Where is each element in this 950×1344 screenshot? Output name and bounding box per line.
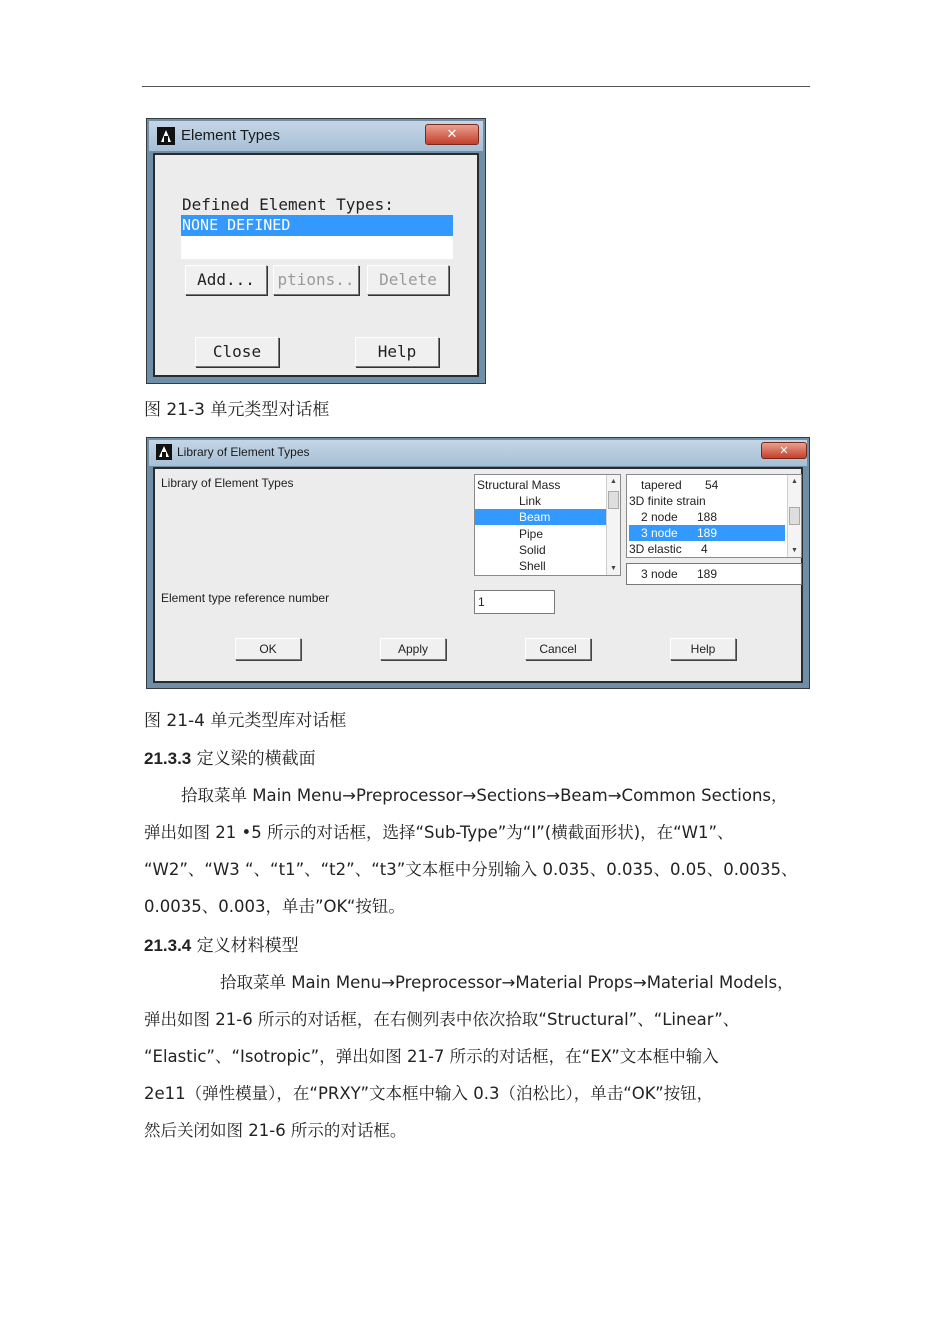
list-item-number: 54 [705, 478, 719, 492]
cancel-button[interactable]: Cancel [525, 638, 591, 660]
vertical-scrollbar[interactable] [606, 475, 620, 575]
paragraph-line: “Elastic”、“Isotropic”，弹出如图 21-7 所示的对话框，在“EX”文本框中输入 [144, 1047, 719, 1066]
paragraph-line: 弹出如图 21-6 所示的对话框，在右侧列表中依次拾取“Structural”、“Linear”、 [144, 1010, 740, 1029]
scroll-down-icon[interactable]: ▼ [791, 547, 798, 554]
header-rule [142, 86, 810, 87]
apply-button[interactable]: Apply [380, 638, 446, 660]
element-type-list[interactable] [626, 474, 802, 558]
ansys-logo-icon [157, 127, 175, 145]
selected-type-number: 189 [697, 567, 718, 581]
add-button[interactable]: Add... [185, 265, 267, 295]
scroll-up-icon[interactable]: ▲ [610, 478, 617, 485]
section-heading [144, 744, 316, 769]
list-item[interactable]: Link [519, 494, 542, 508]
ansys-logo-icon [156, 444, 172, 460]
list-item[interactable]: Pipe [519, 527, 544, 541]
paragraph-line: 0.0035、0.003，单击”OK“按钮。 [144, 897, 405, 916]
section-number: 21.3.3 [144, 749, 192, 768]
defined-types-label: Defined Element Types: [182, 195, 394, 214]
delete-button[interactable]: Delete [367, 265, 449, 295]
paragraph-line: 2e11（弹性模量），在“PRXY”文本框中输入 0.3（泊松比），单击“OK”按钮， [144, 1084, 714, 1103]
scroll-up-icon[interactable]: ▲ [791, 478, 798, 485]
scroll-down-icon[interactable]: ▼ [610, 565, 617, 572]
category-list[interactable] [474, 474, 621, 576]
list-item-selected[interactable]: Beam [475, 509, 606, 525]
figure-caption: 图 21-4 单元类型库对话框 [144, 711, 347, 731]
list-item[interactable]: Shell [519, 559, 546, 573]
section-title: 定义梁的横截面 [191, 749, 316, 769]
list-item-name: 3 node [641, 526, 678, 540]
paragraph-line: 弹出如图 21 •5 所示的对话框，选择“Sub-Type”为“I”(横截面形状)，在“W1”、 [144, 823, 734, 842]
defined-types-list[interactable] [181, 215, 453, 259]
title-bar[interactable] [149, 121, 483, 151]
list-item[interactable] [629, 493, 785, 509]
selected-type-field[interactable] [626, 563, 802, 585]
list-item[interactable]: NONE DEFINED [181, 215, 453, 236]
list-item-name: 3D finite strain [629, 494, 706, 508]
options-button[interactable]: ptions.. [273, 265, 359, 295]
reference-number-label: Element type reference number [161, 591, 330, 605]
list-item-name: 3D elastic [629, 542, 682, 556]
list-item[interactable]: Structural Mass [477, 478, 561, 492]
list-item[interactable] [629, 509, 785, 525]
dialog-body [153, 467, 803, 683]
section-title: 定义材料模型 [191, 936, 299, 956]
ok-button[interactable]: OK [235, 638, 301, 660]
section-heading [144, 931, 299, 956]
dialog-body [153, 153, 479, 377]
element-types-dialog [146, 118, 486, 384]
close-icon[interactable]: ✕ [425, 124, 479, 145]
paragraph-line: 拾取菜单 Main Menu→Preprocessor→Material Props→Material Models， [220, 973, 794, 992]
scroll-thumb[interactable] [789, 507, 800, 525]
dialog-title: Library of Element Types [177, 445, 310, 459]
vertical-scrollbar[interactable] [787, 475, 801, 557]
figure-caption: 图 21-3 单元类型对话框 [144, 400, 330, 420]
list-item-selected[interactable] [629, 525, 785, 541]
paragraph-line: 然后关闭如图 21-6 所示的对话框。 [144, 1121, 407, 1140]
scroll-thumb[interactable] [608, 491, 619, 509]
help-button[interactable]: Help [670, 638, 736, 660]
list-item-number: 188 [697, 510, 718, 524]
library-label: Library of Element Types [161, 476, 294, 490]
section-number: 21.3.4 [144, 936, 192, 955]
reference-number-input[interactable]: 1 [474, 590, 555, 614]
selected-type-name: 3 node [641, 567, 678, 581]
list-item-number: 4 [701, 542, 708, 556]
paragraph-line: 拾取菜单 Main Menu→Preprocessor→Sections→Beam→Common Sections， [181, 786, 788, 805]
list-item-name: 2 node [641, 510, 678, 524]
list-item[interactable] [629, 477, 785, 493]
list-item-number: 189 [697, 526, 718, 540]
list-item[interactable]: Solid [519, 543, 546, 557]
library-element-types-dialog [146, 437, 810, 689]
paragraph-line: “W2”、“W3 “、“t1”、“t2”、“t3”文本框中分别输入 0.035、0.035、0.05、0.0035、 [144, 860, 798, 879]
close-button[interactable]: Close [195, 337, 279, 367]
list-item[interactable] [629, 541, 785, 557]
dialog-title: Element Types [181, 127, 280, 144]
help-button[interactable]: Help [355, 337, 439, 367]
close-icon[interactable]: ✕ [761, 442, 807, 459]
title-bar[interactable] [149, 440, 807, 466]
list-item-name: tapered [641, 478, 682, 492]
